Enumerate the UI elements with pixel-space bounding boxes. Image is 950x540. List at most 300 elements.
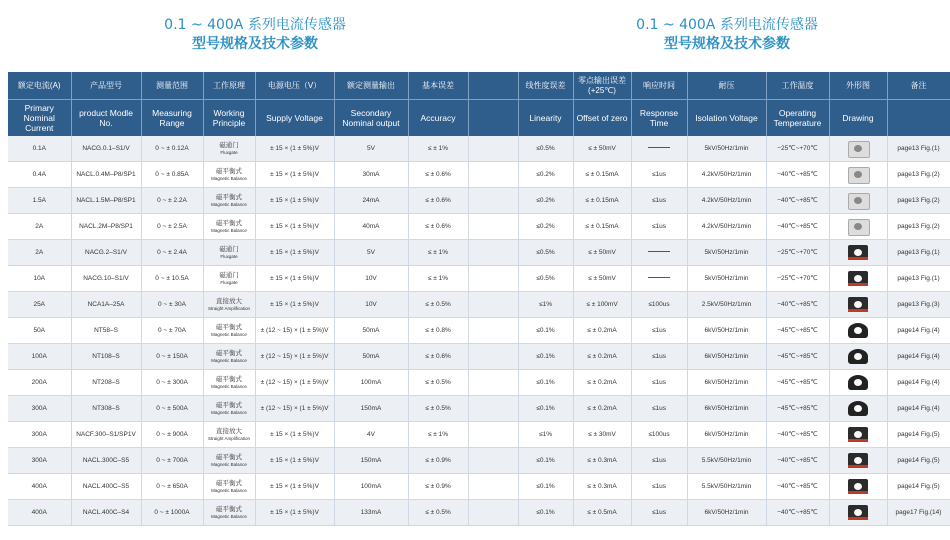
sensor-aperture <box>854 405 862 412</box>
cell-blank <box>468 214 518 240</box>
cell-principle <box>203 136 255 162</box>
principle-cn: 磁平衡式 <box>216 505 242 513</box>
cell-temp: −45℃~+85℃ <box>766 396 829 422</box>
cell-current: 2A <box>8 240 71 266</box>
cell-range: 0 ~ ± 2.5A <box>141 214 203 240</box>
dark-sensor-icon <box>845 295 871 315</box>
cell-current: 25A <box>8 292 71 318</box>
cell-response: ≤1us <box>631 396 687 422</box>
cell-drawing <box>829 318 887 344</box>
sensor-aperture <box>854 457 862 464</box>
cell-blank <box>468 422 518 448</box>
column-header-cn: 测量范围 <box>141 72 203 100</box>
principle-cn: 磁平衡式 <box>216 479 242 487</box>
cell-response: ≤1us <box>631 370 687 396</box>
cell-linearity: ≤0.1% <box>518 500 573 526</box>
sensor-stripe <box>848 465 868 468</box>
white-sensor-icon <box>845 217 871 237</box>
cell-isolation: 2.5kV/50Hz/1min <box>687 292 766 318</box>
cell-principle <box>203 396 255 422</box>
cell-accuracy: ≤ ± 0.6% <box>408 162 468 188</box>
column-header-en: product Modle No. <box>71 100 141 137</box>
cell-blank <box>468 318 518 344</box>
cell-range: 0 ~ ± 700A <box>141 448 203 474</box>
column-header-cn: 工作原理 <box>203 72 255 100</box>
principle-cn: 磁平衡式 <box>216 401 242 409</box>
cell-note: page13 Fig.(2) <box>887 188 950 214</box>
principle-en: Magnetic Balance <box>211 331 247 337</box>
principle-cn: 直接放大 <box>216 297 242 305</box>
cell-range: 0 ~ ± 2.2A <box>141 188 203 214</box>
cell-current: 300A <box>8 396 71 422</box>
cell-range: 0 ~ ± 10.5A <box>141 266 203 292</box>
cell-model: NACL.300C–S5 <box>71 448 141 474</box>
cell-range: 0 ~ ± 0.12A <box>141 136 203 162</box>
cell-output: 133mA <box>334 500 408 526</box>
principle-en: Magnetic Balance <box>211 513 247 519</box>
cell-accuracy: ≤ ± 0.6% <box>408 188 468 214</box>
cell-principle <box>203 422 255 448</box>
column-header-cn: 产品型号 <box>71 72 141 100</box>
cell-response <box>631 266 687 292</box>
sensor-aperture <box>854 327 862 334</box>
column-header-cn: 外形图 <box>829 72 887 100</box>
cell-response <box>631 240 687 266</box>
cell-isolation: 5kV/50Hz/1min <box>687 136 766 162</box>
table-row <box>8 214 950 240</box>
principle-en: Fluxgate <box>220 149 238 155</box>
sensor-aperture <box>854 145 862 152</box>
column-header-en: Working Principle <box>203 100 255 137</box>
cell-note: page17 Fig.(14) <box>887 500 950 526</box>
table-row <box>8 344 950 370</box>
cell-model: NACF.300–S1/SP1V <box>71 422 141 448</box>
column-header-cn: 备注 <box>887 72 950 100</box>
cell-model: NACL.1.5M–P8/SP1 <box>71 188 141 214</box>
cell-output: 50mA <box>334 344 408 370</box>
column-header-en: Linearity <box>518 100 573 137</box>
dark-sensor-icon <box>845 243 871 263</box>
cell-drawing <box>829 292 887 318</box>
cell-drawing <box>829 448 887 474</box>
cell-supply: ± 15 × (1 ± 5%)V <box>255 136 334 162</box>
cell-model: NCA1A–25A <box>71 292 141 318</box>
column-header-en: Primary Nominal Current <box>8 100 71 137</box>
cell-drawing <box>829 474 887 500</box>
cell-offset: ≤ ± 100mV <box>573 292 631 318</box>
cell-response: ≤1us <box>631 214 687 240</box>
cell-supply: ± 15 × (1 ± 5%)V <box>255 240 334 266</box>
cell-current: 1.5A <box>8 188 71 214</box>
dark-sensor-icon <box>845 477 871 497</box>
cell-principle <box>203 318 255 344</box>
cell-principle <box>203 344 255 370</box>
table-row <box>8 266 950 292</box>
cell-range: 0 ~ ± 300A <box>141 370 203 396</box>
cell-current: 100A <box>8 344 71 370</box>
cell-note: page14 Fig.(4) <box>887 318 950 344</box>
title-left <box>160 16 350 54</box>
principle-en: Magnetic Balance <box>211 357 247 363</box>
sensor-aperture <box>854 249 862 256</box>
cell-model: NACL.400C–S4 <box>71 500 141 526</box>
cell-linearity: ≤0.1% <box>518 344 573 370</box>
cell-temp: −25℃~+70℃ <box>766 136 829 162</box>
principle-en: Magnetic Balance <box>211 461 247 467</box>
cell-model: NACL.2M–P8/SP1 <box>71 214 141 240</box>
cell-principle <box>203 266 255 292</box>
sensor-aperture <box>854 197 862 204</box>
sensor-stripe <box>848 309 868 312</box>
principle-en: Magnetic Balance <box>211 175 247 181</box>
cell-drawing <box>829 188 887 214</box>
cell-model: NACG.2–S1/V <box>71 240 141 266</box>
cell-blank <box>468 344 518 370</box>
cell-current: 10A <box>8 266 71 292</box>
cell-blank <box>468 266 518 292</box>
cell-model: NT308–S <box>71 396 141 422</box>
cell-current: 300A <box>8 448 71 474</box>
cell-linearity: ≤0.2% <box>518 214 573 240</box>
cell-accuracy: ≤ ± 0.8% <box>408 318 468 344</box>
cell-drawing <box>829 136 887 162</box>
title-left-line1: 0.1 ~ 400A 系列电流传感器 <box>164 17 346 33</box>
cell-range: 0 ~ ± 150A <box>141 344 203 370</box>
cell-response: ≤1us <box>631 188 687 214</box>
header-row-en <box>8 100 950 137</box>
principle-en: Straight Amplification <box>207 305 251 311</box>
cell-temp: −40℃~+85℃ <box>766 500 829 526</box>
cell-drawing <box>829 162 887 188</box>
cell-offset: ≤ ± 0.2mA <box>573 344 631 370</box>
cell-principle <box>203 448 255 474</box>
cell-temp: −40℃~+85℃ <box>766 422 829 448</box>
cell-isolation: 5.5kV/50Hz/1min <box>687 448 766 474</box>
cell-offset: ≤ ± 0.2mA <box>573 318 631 344</box>
cell-isolation: 4.2kV/50Hz/1min <box>687 188 766 214</box>
cell-output: 100mA <box>334 370 408 396</box>
column-header-en: Isolation Voltage <box>687 100 766 137</box>
cell-principle <box>203 188 255 214</box>
cell-model: NT108–S <box>71 344 141 370</box>
principle-en: Magnetic Balance <box>211 383 247 389</box>
cell-range: 0 ~ ± 1000A <box>141 500 203 526</box>
cell-isolation: 4.2kV/50Hz/1min <box>687 214 766 240</box>
cell-supply: ± 15 × (1 ± 5%)V <box>255 474 334 500</box>
cell-response: ≤1us <box>631 474 687 500</box>
principle-en: Magnetic Balance <box>211 409 247 415</box>
cell-output: 150mA <box>334 396 408 422</box>
principle-cn: 磁通门 <box>219 141 239 149</box>
cell-supply: ± (12 ~ 15) × (1 ± 5%)V <box>255 318 334 344</box>
column-header-en: Drawing <box>829 100 887 137</box>
column-header-en: Offset of zero <box>573 100 631 137</box>
cell-supply: ± 15 × (1 ± 5%)V <box>255 266 334 292</box>
cell-response: ≤100us <box>631 422 687 448</box>
title-right-line1: 0.1 ~ 400A 系列电流传感器 <box>636 17 818 33</box>
cell-output: 50mA <box>334 318 408 344</box>
table-row <box>8 370 950 396</box>
cell-principle <box>203 370 255 396</box>
principle-cn: 磁平衡式 <box>216 453 242 461</box>
principle-cn: 磁通门 <box>219 245 239 253</box>
sensor-stripe <box>848 439 868 442</box>
cell-note: page14 Fig.(4) <box>887 344 950 370</box>
principle-cn: 磁平衡式 <box>216 323 242 331</box>
cell-isolation: 6kV/50Hz/1min <box>687 422 766 448</box>
cell-output: 150mA <box>334 448 408 474</box>
cell-offset: ≤ ± 0.3mA <box>573 448 631 474</box>
principle-en: Straight Amplification <box>207 435 251 441</box>
cell-current: 0.1A <box>8 136 71 162</box>
cell-output: 10V <box>334 292 408 318</box>
cell-output: 4V <box>334 422 408 448</box>
dark-sensor-icon <box>845 425 871 445</box>
sensor-stripe <box>848 257 868 260</box>
principle-en: Fluxgate <box>220 279 238 285</box>
cell-supply: ± (12 ~ 15) × (1 ± 5%)V <box>255 344 334 370</box>
cell-supply: ± (12 ~ 15) × (1 ± 5%)V <box>255 370 334 396</box>
table-row <box>8 474 950 500</box>
cell-isolation: 6kV/50Hz/1min <box>687 318 766 344</box>
cell-model: NT58–S <box>71 318 141 344</box>
cell-isolation: 6kV/50Hz/1min <box>687 344 766 370</box>
sensor-aperture <box>854 509 862 516</box>
cell-accuracy: ≤ ± 0.5% <box>408 500 468 526</box>
principle-cn: 磁平衡式 <box>216 167 242 175</box>
cell-response: ≤100us <box>631 292 687 318</box>
cell-isolation: 6kV/50Hz/1min <box>687 396 766 422</box>
cell-isolation: 5.5kV/50Hz/1min <box>687 474 766 500</box>
principle-cn: 直接放大 <box>216 427 242 435</box>
cell-output: 24mA <box>334 188 408 214</box>
sensor-aperture <box>854 353 862 360</box>
cell-offset: ≤ ± 0.15mA <box>573 162 631 188</box>
cell-accuracy: ≤ ± 0.5% <box>408 292 468 318</box>
table-body <box>8 136 950 526</box>
table-header <box>8 72 950 136</box>
cell-isolation: 6kV/50Hz/1min <box>687 500 766 526</box>
cell-response <box>631 136 687 162</box>
ring-sensor-icon <box>845 399 871 419</box>
cell-linearity: ≤1% <box>518 292 573 318</box>
cell-offset: ≤ ± 50mV <box>573 136 631 162</box>
cell-range: 0 ~ ± 2.4A <box>141 240 203 266</box>
table-row <box>8 422 950 448</box>
cell-drawing <box>829 370 887 396</box>
column-header-cn: 工作温度 <box>766 72 829 100</box>
cell-temp: −40℃~+85℃ <box>766 188 829 214</box>
principle-cn: 磁平衡式 <box>216 349 242 357</box>
cell-note: page14 Fig.(5) <box>887 422 950 448</box>
cell-linearity: ≤0.1% <box>518 318 573 344</box>
cell-blank <box>468 240 518 266</box>
cell-linearity: ≤0.5% <box>518 136 573 162</box>
cell-note: page14 Fig.(5) <box>887 448 950 474</box>
cell-principle <box>203 292 255 318</box>
cell-temp: −40℃~+85℃ <box>766 162 829 188</box>
cell-principle <box>203 500 255 526</box>
sensor-aperture <box>854 171 862 178</box>
cell-note: page13 Fig.(1) <box>887 266 950 292</box>
principle-en: Magnetic Balance <box>211 487 247 493</box>
cell-temp: −40℃~+85℃ <box>766 214 829 240</box>
cell-range: 0 ~ ± 0.85A <box>141 162 203 188</box>
header-row-cn <box>8 72 950 100</box>
cell-principle <box>203 162 255 188</box>
principle-cn: 磁平衡式 <box>216 219 242 227</box>
cell-blank <box>468 188 518 214</box>
cell-offset: ≤ ± 0.15mA <box>573 188 631 214</box>
cell-linearity: ≤0.1% <box>518 396 573 422</box>
sensor-stripe <box>848 283 868 286</box>
cell-blank <box>468 370 518 396</box>
table-row <box>8 162 950 188</box>
column-header-en: Response Time <box>631 100 687 137</box>
cell-accuracy: ≤ ± 1% <box>408 422 468 448</box>
cell-temp: −45℃~+85℃ <box>766 344 829 370</box>
cell-supply: ± 15 × (1 ± 5%)V <box>255 292 334 318</box>
cell-supply: ± 15 × (1 ± 5%)V <box>255 422 334 448</box>
sensor-aperture <box>854 483 862 490</box>
cell-supply: ± 15 × (1 ± 5%)V <box>255 214 334 240</box>
cell-response: ≤1us <box>631 162 687 188</box>
cell-linearity: ≤0.5% <box>518 266 573 292</box>
column-header-en <box>468 100 518 137</box>
cell-note: page13 Fig.(3) <box>887 292 950 318</box>
cell-offset: ≤ ± 0.3mA <box>573 474 631 500</box>
cell-blank <box>468 162 518 188</box>
cell-supply: ± 15 × (1 ± 5%)V <box>255 188 334 214</box>
cell-drawing <box>829 344 887 370</box>
cell-accuracy: ≤ ± 0.9% <box>408 474 468 500</box>
cell-drawing <box>829 500 887 526</box>
cell-note: page13 Fig.(1) <box>887 240 950 266</box>
cell-temp: −25℃~+70℃ <box>766 240 829 266</box>
column-header-cn: 额定测量输出 <box>334 72 408 100</box>
cell-drawing <box>829 266 887 292</box>
cell-accuracy: ≤ ± 0.6% <box>408 214 468 240</box>
cell-linearity: ≤0.1% <box>518 448 573 474</box>
cell-output: 30mA <box>334 162 408 188</box>
cell-drawing <box>829 396 887 422</box>
cell-blank <box>468 474 518 500</box>
column-header-cn: 线性度误差 <box>518 72 573 100</box>
cell-accuracy: ≤ ± 1% <box>408 240 468 266</box>
sensor-aperture <box>854 223 862 230</box>
cell-temp: −25℃~+70℃ <box>766 266 829 292</box>
cell-current: 200A <box>8 370 71 396</box>
column-header-cn <box>468 72 518 100</box>
cell-accuracy: ≤ ± 0.9% <box>408 448 468 474</box>
cell-blank <box>468 448 518 474</box>
cell-isolation: 5kV/50Hz/1min <box>687 266 766 292</box>
cell-output: 100mA <box>334 474 408 500</box>
column-header-en: Operating Temperature <box>766 100 829 137</box>
sensor-aperture <box>854 379 862 386</box>
cell-response: ≤1us <box>631 318 687 344</box>
page-header <box>0 0 950 72</box>
cell-offset: ≤ ± 0.5mA <box>573 500 631 526</box>
cell-current: 0.4A <box>8 162 71 188</box>
dash-line <box>648 251 670 252</box>
cell-temp: −40℃~+85℃ <box>766 292 829 318</box>
table-row <box>8 136 950 162</box>
cell-temp: −45℃~+85℃ <box>766 370 829 396</box>
dash-line <box>648 147 670 148</box>
sensor-aperture <box>854 275 862 282</box>
cell-current: 50A <box>8 318 71 344</box>
table-row <box>8 448 950 474</box>
ring-sensor-icon <box>845 347 871 367</box>
cell-blank <box>468 136 518 162</box>
cell-accuracy: ≤ ± 1% <box>408 136 468 162</box>
cell-linearity: ≤0.1% <box>518 370 573 396</box>
column-header-en: Supply Voltage <box>255 100 334 137</box>
cell-model: NACL.0.4M–P8/SP1 <box>71 162 141 188</box>
cell-current: 2A <box>8 214 71 240</box>
principle-en: Fluxgate <box>220 253 238 259</box>
column-header-en: Secondary Nominal output <box>334 100 408 137</box>
column-header-en: Measuring Range <box>141 100 203 137</box>
cell-linearity: ≤0.1% <box>518 474 573 500</box>
principle-en: Magnetic Balance <box>211 227 247 233</box>
cell-note: page14 Fig.(4) <box>887 396 950 422</box>
cell-isolation: 4.2kV/50Hz/1min <box>687 162 766 188</box>
table-row <box>8 396 950 422</box>
cell-linearity: ≤1% <box>518 422 573 448</box>
cell-linearity: ≤0.2% <box>518 162 573 188</box>
cell-range: 0 ~ ± 900A <box>141 422 203 448</box>
cell-note: page14 Fig.(4) <box>887 370 950 396</box>
cell-response: ≤1us <box>631 344 687 370</box>
white-sensor-icon <box>845 139 871 159</box>
cell-linearity: ≤0.2% <box>518 188 573 214</box>
cell-model: NACL.400C–S5 <box>71 474 141 500</box>
cell-response: ≤1us <box>631 448 687 474</box>
cell-offset: ≤ ± 50mV <box>573 266 631 292</box>
column-header-cn: 响应时间 <box>631 72 687 100</box>
sensor-aperture <box>854 301 862 308</box>
column-header-en <box>887 100 950 137</box>
cell-output: 10V <box>334 266 408 292</box>
cell-accuracy: ≤ ± 0.5% <box>408 370 468 396</box>
cell-current: 300A <box>8 422 71 448</box>
cell-supply: ± (12 ~ 15) × (1 ± 5%)V <box>255 396 334 422</box>
cell-linearity: ≤0.5% <box>518 240 573 266</box>
cell-blank <box>468 292 518 318</box>
cell-model: NACG.0.1–S1/V <box>71 136 141 162</box>
cell-principle <box>203 214 255 240</box>
ring-sensor-icon <box>845 321 871 341</box>
cell-output: 40mA <box>334 214 408 240</box>
column-header-cn: 基本误差 <box>408 72 468 100</box>
cell-offset: ≤ ± 0.15mA <box>573 214 631 240</box>
table-row <box>8 240 950 266</box>
dark-sensor-icon <box>845 451 871 471</box>
cell-output: 5V <box>334 136 408 162</box>
sensor-aperture <box>854 431 862 438</box>
cell-note: page13 Fig.(1) <box>887 136 950 162</box>
table-row <box>8 188 950 214</box>
title-right <box>632 16 822 54</box>
principle-cn: 磁通门 <box>219 271 239 279</box>
cell-offset: ≤ ± 50mV <box>573 240 631 266</box>
cell-accuracy: ≤ ± 1% <box>408 266 468 292</box>
title-right-line2: 型号规格及技术参数 <box>664 36 790 52</box>
cell-note: page13 Fig.(2) <box>887 162 950 188</box>
cell-temp: −40℃~+85℃ <box>766 448 829 474</box>
